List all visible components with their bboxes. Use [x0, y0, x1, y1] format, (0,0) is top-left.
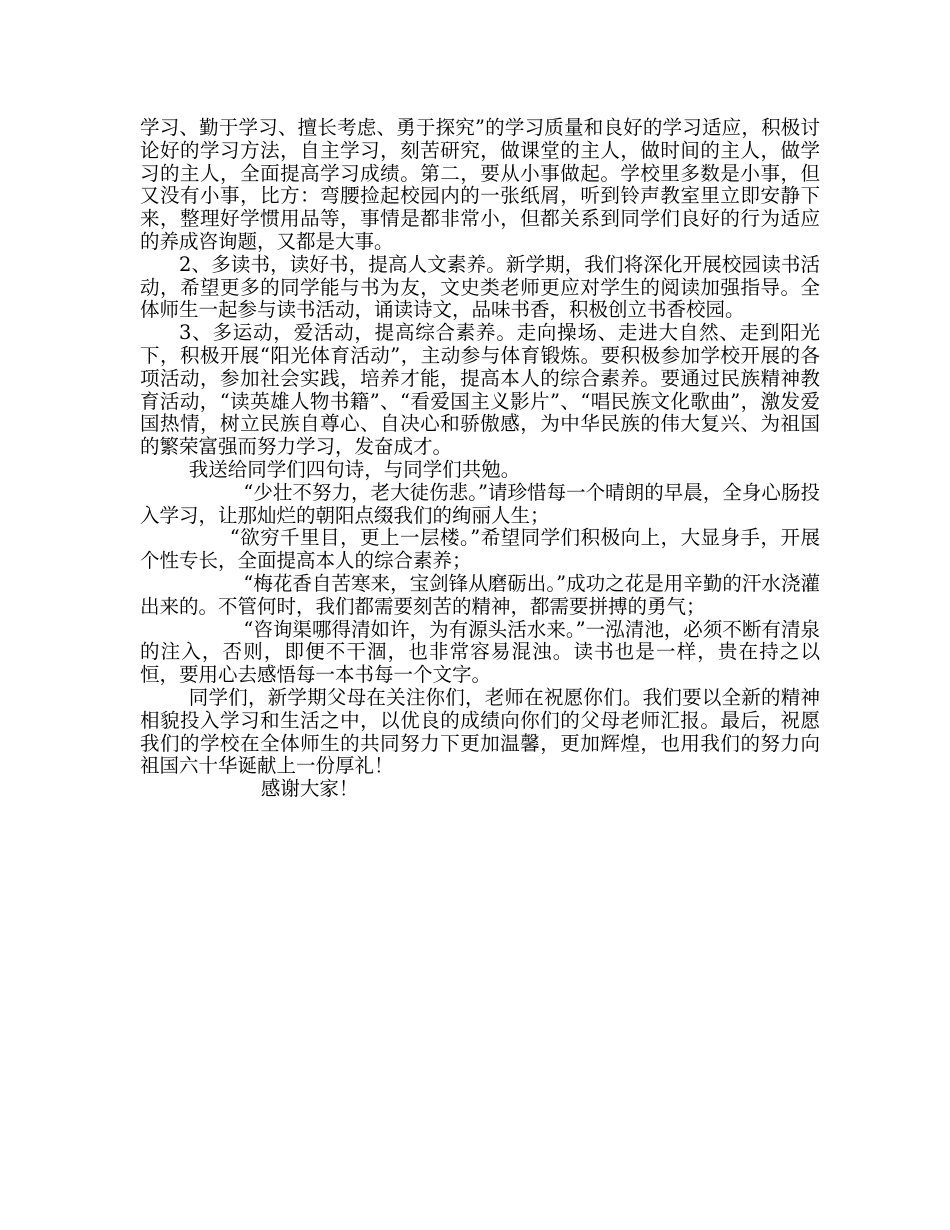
paragraph-activity: 3、多运动，爱活动，提高综合素养。走向操场、走进大自然、走到阳光下，积极开展“阳光体育活动”，主动参与体育锻炼。要积极参加学校开展的各项活动，参加社会实践，培养才能，提高本人的综合素养。要通过民族精神教育活动，“读英雄人物书籍”、“看爱国主义影片”、“唱民族文化歌曲”，激发爱国热情，树立民族自尊心、自决心和骄傲感，为中华民族的伟大复兴、为祖国的繁荣富强而努力学习，发奋成才。: [140, 321, 820, 459]
paragraph-study-habits: 学习、勤于学习、擅长考虑、勇于探究”的学习质量和良好的学习适应，积极讨论好的学习方法，自主学习，刻苦研究，做课堂的主人，做时间的主人，做学习的主人，全面提高学习成绩。第二，要从小事做起。学校里多数是小事，但又没有小事，比方：弯腰捡起校园内的一张纸屑，听到铃声教室里立即安静下来，整理好学惯用品等，事情是都非常小，但都关系到同学们良好的行为适应的养成咨询题，又都是大事。: [140, 116, 820, 253]
paragraph-closing: 同学们，新学期父母在关注你们，老师在祝愿你们。我们要以全新的精神相貌投入学习和生活之中，以优良的成绩向你们的父母老师汇报。最后，祝愿我们的学校在全体师生的共同努力下更加温馨，更加辉煌，也用我们的努力向祖国六十华诞献上一份厚礼！: [140, 685, 820, 778]
paragraph-poem-4: “咨询渠哪得清如许，为有源头活水来。”一泓清池，必须不断有清泉的注入，否则，即便不干涸，也非常容易混浊。读书也是一样，贵在持之以恒，要用心去感悟每一本书每一个文字。: [140, 617, 820, 687]
paragraph-poem-3: “梅花香自苦寒来，宝剑锋从磨砺出。”成功之花是用辛勤的汗水浇灌出来的。不管何时，我们都需要刻苦的精神，都需要拼搏的勇气；: [140, 571, 820, 618]
document-body: [140, 117, 820, 801]
paragraph-thanks: 感谢大家！: [260, 777, 359, 801]
paragraph-reading: 2、多读书，读好书，提高人文素养。新学期，我们将深化开展校园读书活动，希望更多的同学能与书为友，文史类老师更应对学生的阅读加强指导。全体师生一起参与读书活动，诵读诗文，品味书香，积极创立书香校园。: [140, 252, 820, 322]
paragraph-poem-2: “欲穷千里目，更上一层楼。”希望同学们积极向上，大显身手，开展个性专长，全面提高本人的综合素养；: [140, 526, 820, 573]
paragraph-poem-1: “少壮不努力，老大徒伤悲。”请珍惜每一个晴朗的早晨，全身心肠投入学习，让那灿烂的朝阳点缀我们的绚丽人生；: [140, 480, 820, 527]
paragraph-poem-intro: 我送给同学们四句诗，与同学们共勉。: [188, 457, 521, 481]
